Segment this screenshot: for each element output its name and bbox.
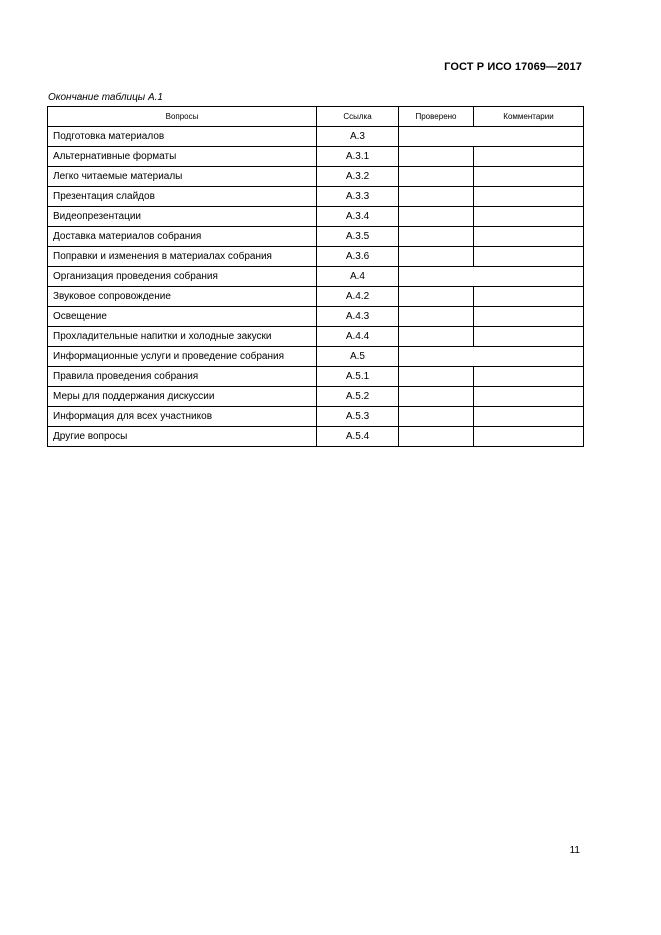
checked-cell[interactable] xyxy=(399,327,474,347)
question-cell: Другие вопросы xyxy=(48,427,317,447)
question-cell: Информационные услуги и проведение собрания xyxy=(48,347,317,367)
table-row xyxy=(48,387,584,407)
group-empty-cell xyxy=(399,347,584,367)
comment-cell[interactable] xyxy=(474,287,584,307)
table-row xyxy=(48,167,584,187)
comment-cell[interactable] xyxy=(474,227,584,247)
reference-cell: А.3.3 xyxy=(317,187,399,207)
comment-cell[interactable] xyxy=(474,207,584,227)
reference-cell: А.3.6 xyxy=(317,247,399,267)
reference-cell: А.4.4 xyxy=(317,327,399,347)
checked-cell[interactable] xyxy=(399,407,474,427)
comment-cell[interactable] xyxy=(474,327,584,347)
reference-cell: А.5.2 xyxy=(317,387,399,407)
document-code: ГОСТ Р ИСО 17069—2017 xyxy=(444,61,582,73)
checked-cell[interactable] xyxy=(399,167,474,187)
column-header-comments: Комментарии xyxy=(474,107,584,127)
comment-cell[interactable] xyxy=(474,247,584,267)
group-empty-cell xyxy=(399,127,584,147)
column-header-checked: Проверено xyxy=(399,107,474,127)
reference-cell: А.3.2 xyxy=(317,167,399,187)
question-cell: Звуковое сопровождение xyxy=(48,287,317,307)
table-row xyxy=(48,347,584,367)
table-body xyxy=(48,127,584,447)
checklist-table xyxy=(47,106,584,447)
reference-cell: А.4 xyxy=(317,267,399,287)
question-cell: Меры для поддержания дискуссии xyxy=(48,387,317,407)
question-cell: Прохладительные напитки и холодные закуски xyxy=(48,327,317,347)
table-row xyxy=(48,287,584,307)
table-row xyxy=(48,147,584,167)
page-number: 11 xyxy=(569,845,580,856)
comment-cell[interactable] xyxy=(474,387,584,407)
table-row xyxy=(48,187,584,207)
comment-cell[interactable] xyxy=(474,407,584,427)
comment-cell[interactable] xyxy=(474,147,584,167)
table-row xyxy=(48,307,584,327)
reference-cell: А.4.2 xyxy=(317,287,399,307)
checked-cell[interactable] xyxy=(399,227,474,247)
reference-cell: А.3.1 xyxy=(317,147,399,167)
table-row xyxy=(48,427,584,447)
table-row xyxy=(48,327,584,347)
table-caption: Окончание таблицы А.1 xyxy=(48,92,163,103)
table-row xyxy=(48,247,584,267)
question-cell: Информация для всех участников xyxy=(48,407,317,427)
checked-cell[interactable] xyxy=(399,187,474,207)
question-cell: Доставка материалов собрания xyxy=(48,227,317,247)
question-cell: Подготовка материалов xyxy=(48,127,317,147)
checked-cell[interactable] xyxy=(399,307,474,327)
table-row xyxy=(48,367,584,387)
question-cell: Альтернативные форматы xyxy=(48,147,317,167)
table-row xyxy=(48,227,584,247)
comment-cell[interactable] xyxy=(474,367,584,387)
question-cell: Правила проведения собрания xyxy=(48,367,317,387)
checked-cell[interactable] xyxy=(399,367,474,387)
reference-cell: А.3.5 xyxy=(317,227,399,247)
checked-cell[interactable] xyxy=(399,287,474,307)
reference-cell: А.3 xyxy=(317,127,399,147)
comment-cell[interactable] xyxy=(474,167,584,187)
reference-cell: А.5 xyxy=(317,347,399,367)
comment-cell[interactable] xyxy=(474,427,584,447)
comment-cell[interactable] xyxy=(474,307,584,327)
reference-cell: А.5.4 xyxy=(317,427,399,447)
comment-cell[interactable] xyxy=(474,187,584,207)
question-cell: Легко читаемые материалы xyxy=(48,167,317,187)
checked-cell[interactable] xyxy=(399,147,474,167)
reference-cell: А.3.4 xyxy=(317,207,399,227)
table-row xyxy=(48,207,584,227)
checked-cell[interactable] xyxy=(399,387,474,407)
table-row xyxy=(48,127,584,147)
question-cell: Видеопрезентации xyxy=(48,207,317,227)
reference-cell: А.5.3 xyxy=(317,407,399,427)
question-cell: Освещение xyxy=(48,307,317,327)
table-header-row xyxy=(48,107,584,127)
question-cell: Презентация слайдов xyxy=(48,187,317,207)
column-header-reference: Ссылка xyxy=(317,107,399,127)
question-cell: Организация проведения собрания xyxy=(48,267,317,287)
table-row xyxy=(48,407,584,427)
group-empty-cell xyxy=(399,267,584,287)
column-header-questions: Вопросы xyxy=(48,107,317,127)
checked-cell[interactable] xyxy=(399,247,474,267)
reference-cell: А.4.3 xyxy=(317,307,399,327)
question-cell: Поправки и изменения в материалах собрания xyxy=(48,247,317,267)
table-row xyxy=(48,267,584,287)
checked-cell[interactable] xyxy=(399,427,474,447)
checked-cell[interactable] xyxy=(399,207,474,227)
reference-cell: А.5.1 xyxy=(317,367,399,387)
